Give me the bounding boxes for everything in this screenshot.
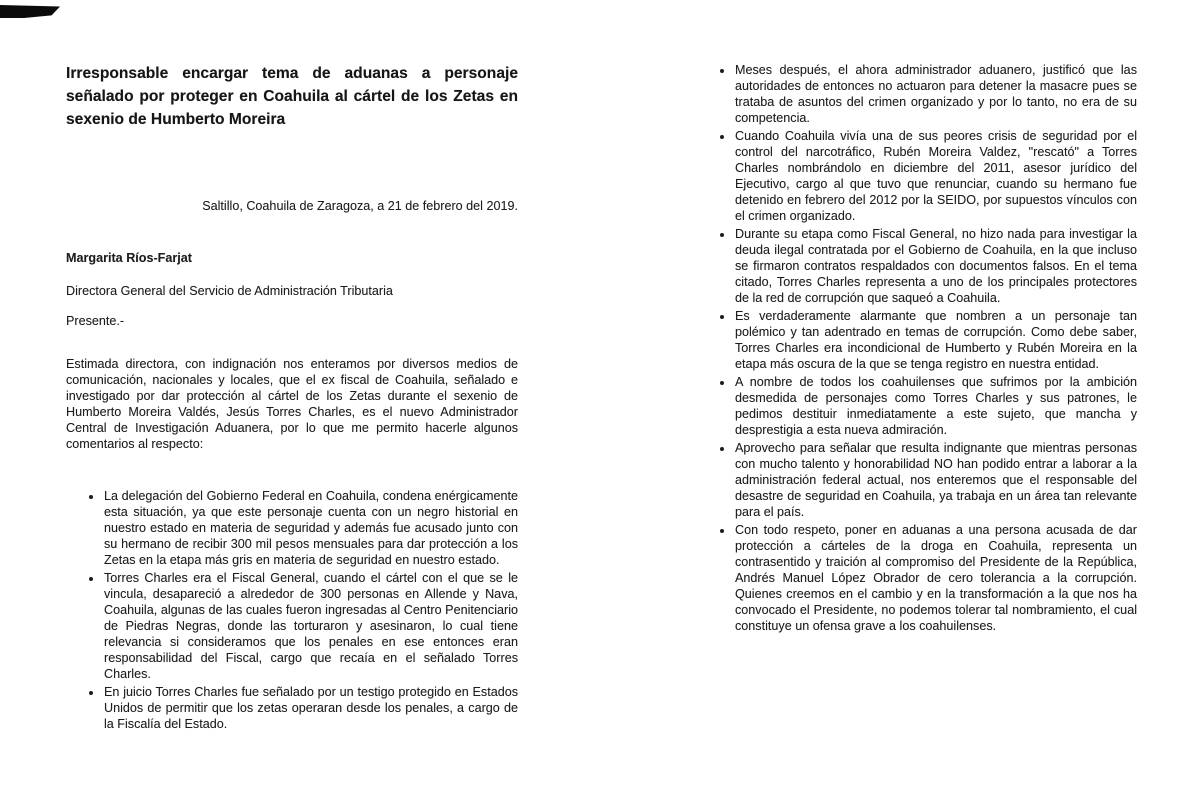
bullet-item: • A nombre de todos los coahuilenses que sufrimos por la ambición desmedida de personajes como Torres Charles y sus patrones, le pedimos destituir inmediatamente a este sujeto, que mancha y desprestigia a esta nueva admiración. — [734, 374, 1137, 438]
bullet-item: • Durante su etapa como Fiscal General, no hizo nada para investigar la deuda ilegal contratada por el Gobierno de Coahuila, en la que incluso se firmaron contratos respaldados con documentos falsos. En el tema citado, Torres Charles representa a uno de los principales protectores de la red de corrupción que saqueó a Coahuila. — [734, 226, 1137, 306]
bullet-item: • Cuando Coahuila vivía una de sus peores crisis de seguridad por el control del narcotráfico, Rubén Moreira Valdez, "rescató" a Torres Charles nombrándolo en diciembre del 2011, asesor jurídico del Ejecutivo, cargo al que tuvo que renunciar, cuando su hermano fue detenido en febrero del 2012 por la SEIDO, por supuestos vínculos con el crimen organizado. — [734, 128, 1137, 224]
bullet-item: • Es verdaderamente alarmante que nombren a un personaje tan polémico y tan adentrado en temas de corrupción. Como debe saber, Torres Charles era incondicional de Humberto y Rubén Moreira en la etapa más oscura de la que se tenga registro en nuestra entidad. — [734, 308, 1137, 372]
right-column — [697, 62, 1137, 636]
left-bullet-list — [66, 488, 518, 732]
dateline: Saltillo, Coahuila de Zaragoza, a 21 de febrero del 2019. — [202, 199, 518, 213]
bullet-item: • Aprovecho para señalar que resulta indignante que mientras personas con mucho talento y honorabilidad NO han podido entrar a laborar a la administración federal actual, nos enteremos que el responsable del desastre de seguridad en Coahuila, ya trabaja en un área tan relevante para el país. — [734, 440, 1137, 520]
scan-artifact — [0, 5, 60, 18]
right-bullet-list — [697, 62, 1137, 634]
bullet-item: • Torres Charles era el Fiscal General, cuando el cártel con el que se le vincula, desapareció a alrededor de 300 personas en Allende y Nava, Coahuila, algunas de las cuales fueron ingresadas al Centro Penitenciario de Piedras Negras, donde las torturaron y asesinaron, lo cual tiene relevancia si consideramos que los penales en ese entonces eran responsabilidad del Fiscal, cargo que recaía en el señalado Torres Charles. — [103, 570, 518, 682]
bullet-item: • Meses después, el ahora administrador aduanero, justificó que las autoridades de entonces no actuaron para detener la masacre pues se trataba de asuntos del crimen organizado y por lo tanto, no era de su competencia. — [734, 62, 1137, 126]
document-title: Irresponsable encargar tema de aduanas a personaje señalado por proteger en Coahuila al cártel de los Zetas en sexenio de Humberto Moreira — [66, 65, 518, 128]
bullet-item: • Con todo respeto, poner en aduanas a una persona acusada de dar protección a cárteles de la droga en Coahuila, representa un contrasentido y traición al compromiso del Presidente de la República, Andrés Manuel López Obrador de cero tolerancia a la corrupción. Quienes creemos en el cambio y en la transformación a la que nos ha convocado el Presidente, no podemos tolerar tal nombramiento, el cual constituye un ofensa grave a los coahuilenses. — [734, 522, 1137, 634]
recipient-role: Directora General del Servicio de Administración Tributaria — [66, 284, 393, 298]
left-column — [66, 62, 518, 734]
intro-paragraph: Estimada directora, con indignación nos enteramos por diversos medios de comunicación, nacionales y locales, que el ex fiscal de Coahuila, señalado e investigado por dar protección al cártel de los Zetas durante el sexenio de Humberto Moreira Valdés, Jesús Torres Charles, es el nuevo Administrador Central de Investigación Aduanera, por lo que me permito hacerle algunos comentarios al respecto: — [66, 357, 518, 451]
bullet-item: • En juicio Torres Charles fue señalado por un testigo protegido en Estados Unidos de permitir que los zetas operaran desde los penales, a cargo de la Fiscalía del Estado. — [103, 684, 518, 732]
bullet-item: • La delegación del Gobierno Federal en Coahuila, condena enérgicamente esta situación, ya que este personaje cuenta con un negro historial en nuestro estado en materia de seguridad y además fue acusado junto con su hermano de recibir 300 mil pesos mensuales para dar protección a los Zetas en la etapa más gris en materia de seguridad en nuestro estado. — [103, 488, 518, 568]
salutation: Presente.- — [66, 314, 125, 328]
recipient-name: Margarita Ríos-Farjat — [66, 251, 192, 265]
